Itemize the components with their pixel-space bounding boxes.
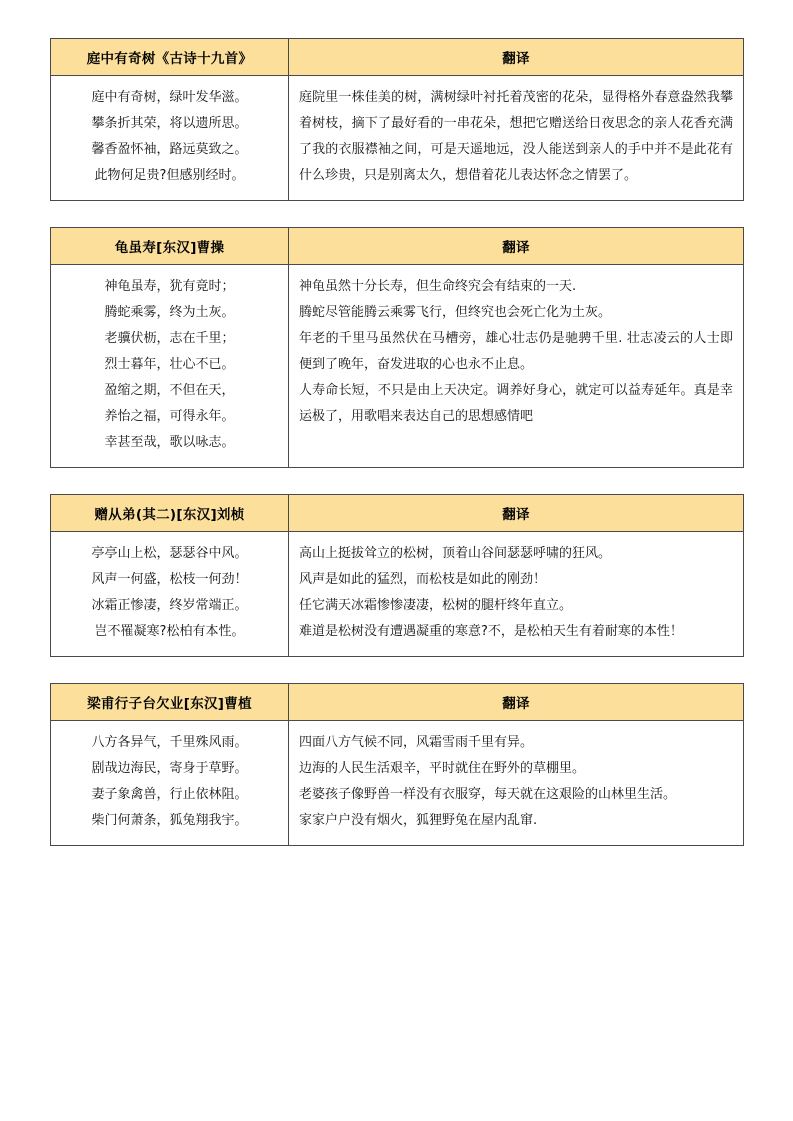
- translation-paragraph: 腾蛇尽管能腾云乘雾飞行，但终究也会死亡化为土灰。: [299, 305, 612, 320]
- poem-line: 妻子象禽兽，行止依林阻。: [91, 787, 248, 802]
- table-row: [51, 721, 744, 846]
- poem-line: 剧哉边海民，寄身于草野。: [91, 761, 248, 776]
- poem-translation-cell: [289, 721, 744, 846]
- translation-paragraph: 庭院里一株佳美的树，满树绿叶衬托着茂密的花朵，显得格外春意盎然我攀着树枝，摘下了最好看的一串花朵，想把它赠送给日夜思念的亲人花香充满了我的衣服襟袖之间，可是天遥地远，没人能送到亲人的手中并不是此花有什么珍贵，只是别离太久，想借着花儿表达怀念之情罢了。: [299, 90, 733, 183]
- poem-table-4: [50, 683, 744, 846]
- poem-line: 攀条折其荣，将以遗所思。: [91, 116, 248, 131]
- poem-line: 老骥伏枥，志在千里；: [104, 331, 235, 346]
- table-row: [51, 76, 744, 201]
- poem-title: 庭中有奇树《古诗十九首》: [51, 39, 289, 76]
- poem-title: 赠从弟(其二)[东汉]刘桢: [51, 495, 289, 532]
- table-row: [51, 532, 744, 657]
- poem-line: 岂不罹凝寒?松柏有本性。: [94, 624, 245, 639]
- poem-table-3: [50, 494, 744, 657]
- poem-title: 龟虽寿[东汉]曹操: [51, 228, 289, 265]
- poem-line: 亭亭山上松，瑟瑟谷中风。: [91, 546, 248, 561]
- poem-table-2: [50, 227, 744, 468]
- poem-line: 风声一何盛，松枝一何劲！: [91, 572, 248, 587]
- table-header-row: [51, 684, 744, 721]
- poem-line: 养怡之福，可得永年。: [104, 409, 235, 424]
- translation-paragraph: 家家户户没有烟火，狐狸野兔在屋内乱窜.: [299, 813, 538, 828]
- translation-paragraph: 老婆孩子像野兽一样没有衣服穿，每天就在这艰险的山林里生活。: [299, 787, 677, 802]
- poem-line: 神龟虽寿，犹有竟时；: [104, 279, 235, 294]
- poem-line: 柴门何萧条，狐兔翔我宇。: [91, 813, 248, 828]
- translation-title: 翻译: [289, 495, 744, 532]
- poem-line: 八方各异气，千里殊风雨。: [91, 735, 248, 750]
- translation-title: 翻译: [289, 39, 744, 76]
- poem-title: 梁甫行子台欠业[东汉]曹植: [51, 684, 289, 721]
- poem-original-cell: [51, 76, 289, 201]
- translation-title: 翻译: [289, 684, 744, 721]
- translation-paragraph: 边海的人民生活艰辛，平时就住在野外的草棚里。: [299, 761, 586, 776]
- poem-translation-cell: [289, 265, 744, 468]
- table-row: [51, 265, 744, 468]
- poem-translation-cell: [289, 532, 744, 657]
- table-header-row: [51, 39, 744, 76]
- poem-line: 幸甚至哉，歌以咏志。: [104, 435, 235, 450]
- poem-translation-cell: [289, 76, 744, 201]
- translation-paragraph: 人寿命长短，不只是由上天决定。调养好身心，就定可以益寿延年。真是幸运极了，用歌唱来表达自己的思想感情吧: [299, 383, 733, 424]
- poem-line: 盈缩之期，不但在天，: [104, 383, 235, 398]
- poem-line: 馨香盈怀袖，路远莫致之。: [91, 142, 248, 157]
- poem-original-cell: [51, 721, 289, 846]
- poem-line: 烈士暮年，壮心不已。: [104, 357, 235, 372]
- translation-paragraph: 难道是松树没有遭遇凝重的寒意?不，是松柏天生有着耐寒的本性！: [299, 624, 683, 639]
- poem-line: 此物何足贵?但感别经时。: [94, 168, 245, 183]
- translation-paragraph: 风声是如此的猛烈，而松枝是如此的刚劲！: [299, 572, 547, 587]
- translation-title: 翻译: [289, 228, 744, 265]
- poem-line: 腾蛇乘雾，终为土灰。: [104, 305, 235, 320]
- table-header-row: [51, 495, 744, 532]
- poem-table-1: [50, 38, 744, 201]
- poem-original-cell: [51, 265, 289, 468]
- translation-paragraph: 高山上挺拔耸立的松树，顶着山谷间瑟瑟呼啸的狂风。: [299, 546, 612, 561]
- poem-original-cell: [51, 532, 289, 657]
- table-header-row: [51, 228, 744, 265]
- translation-paragraph: 任它满天冰霜惨惨凄凄，松树的腿杆终年直立。: [299, 598, 573, 613]
- poem-line: 冰霜正惨凄，终岁常端正。: [91, 598, 248, 613]
- translation-paragraph: 年老的千里马虽然伏在马槽旁，雄心壮志仍是驰骋千里. 壮志凌云的人士即便到了晚年，奋发进取的心也永不止息。: [299, 331, 733, 372]
- translation-paragraph: 神龟虽然十分长寿，但生命终究会有结束的一天.: [299, 279, 577, 294]
- translation-paragraph: 四面八方气候不同，风霜雪雨千里有异。: [299, 735, 534, 750]
- poem-line: 庭中有奇树，绿叶发华滋。: [91, 90, 248, 105]
